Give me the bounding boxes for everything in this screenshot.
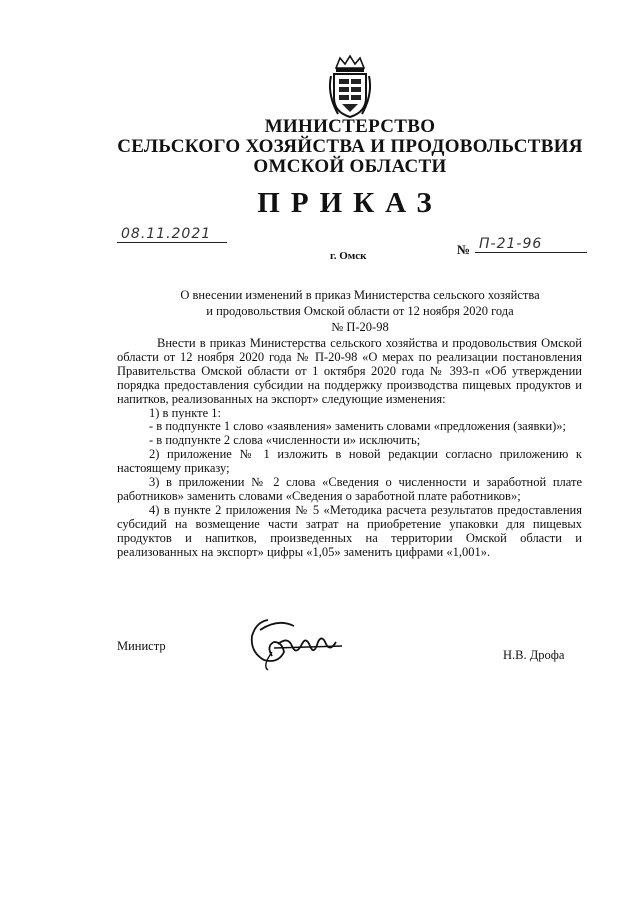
handwritten-date: 08.11.2021 bbox=[117, 226, 227, 243]
body-item-4: 4) в пункте 2 приложения № 5 «Методика расчета результатов предоставления субсидий на возмещение части затрат на приобретение упаковки для пищевых продуктов и напитков, произведенных на территории Омской области и реализованных на экспорт» цифры «1,05» заменить цифрами «1,001». bbox=[117, 502, 582, 559]
order-body bbox=[117, 337, 582, 560]
body-item-1-sub-1: - в подпункте 1 слово «заявления» заменить словами «предложения (заявки)»; bbox=[149, 419, 567, 434]
ministry-name-line2: СЕЛЬСКОГО ХОЗЯЙСТВА И ПРОДОВОЛЬСТВИЯ bbox=[117, 136, 583, 157]
subject-line3: № П-20-98 bbox=[331, 320, 389, 334]
body-paragraph-intro: Внести в приказ Министерства сельского хозяйства и продовольствия Омской области от 12 ноября 2020 года № П-20-98 «О мерах по реализации постановления Правительства Омской области от 1 октября 2020 года № 393-п «Об утверждении порядка предоставления субсидии на поддержку производства пищевых продуктов и напитков, реализованных на экспорт» следующие изменения: bbox=[117, 336, 582, 406]
handwritten-signature bbox=[238, 612, 348, 672]
body-item-1: 1) в пункте 1: bbox=[149, 405, 221, 420]
body-item-1-sub-2: - в подпункте 2 слова «численности и» исключить; bbox=[149, 433, 421, 448]
subject-line2: и продовольствия Омской области от 12 ноября 2020 года bbox=[206, 304, 514, 318]
ministry-name-line3: ОМСКОЙ ОБЛАСТИ bbox=[253, 156, 447, 177]
signer-name: Н.В. Дрофа bbox=[503, 648, 565, 662]
ministry-name-line1: МИНИСТЕРСТВО bbox=[264, 116, 436, 137]
signer-title: Министр bbox=[117, 639, 166, 653]
body-item-3: 3) в приложении № 2 слова «Сведения о численности и заработной плате работников» заменить словами «Сведения о заработной плате работников»; bbox=[117, 475, 582, 503]
number-sign: № bbox=[457, 242, 471, 257]
omsk-coat-of-arms-icon bbox=[326, 54, 374, 120]
subject-line1: О внесении изменений в приказ Министерства сельского хозяйства bbox=[180, 288, 540, 302]
city-label: г. Омск bbox=[330, 250, 367, 262]
body-item-2: 2) приложение № 1 изложить в новой редакции согласно приложению к настоящему приказу; bbox=[117, 447, 582, 476]
document-type-title: ПРИКАЗ bbox=[257, 187, 443, 219]
handwritten-order-number: П-21-96 bbox=[475, 236, 587, 253]
order-subject bbox=[140, 287, 580, 335]
